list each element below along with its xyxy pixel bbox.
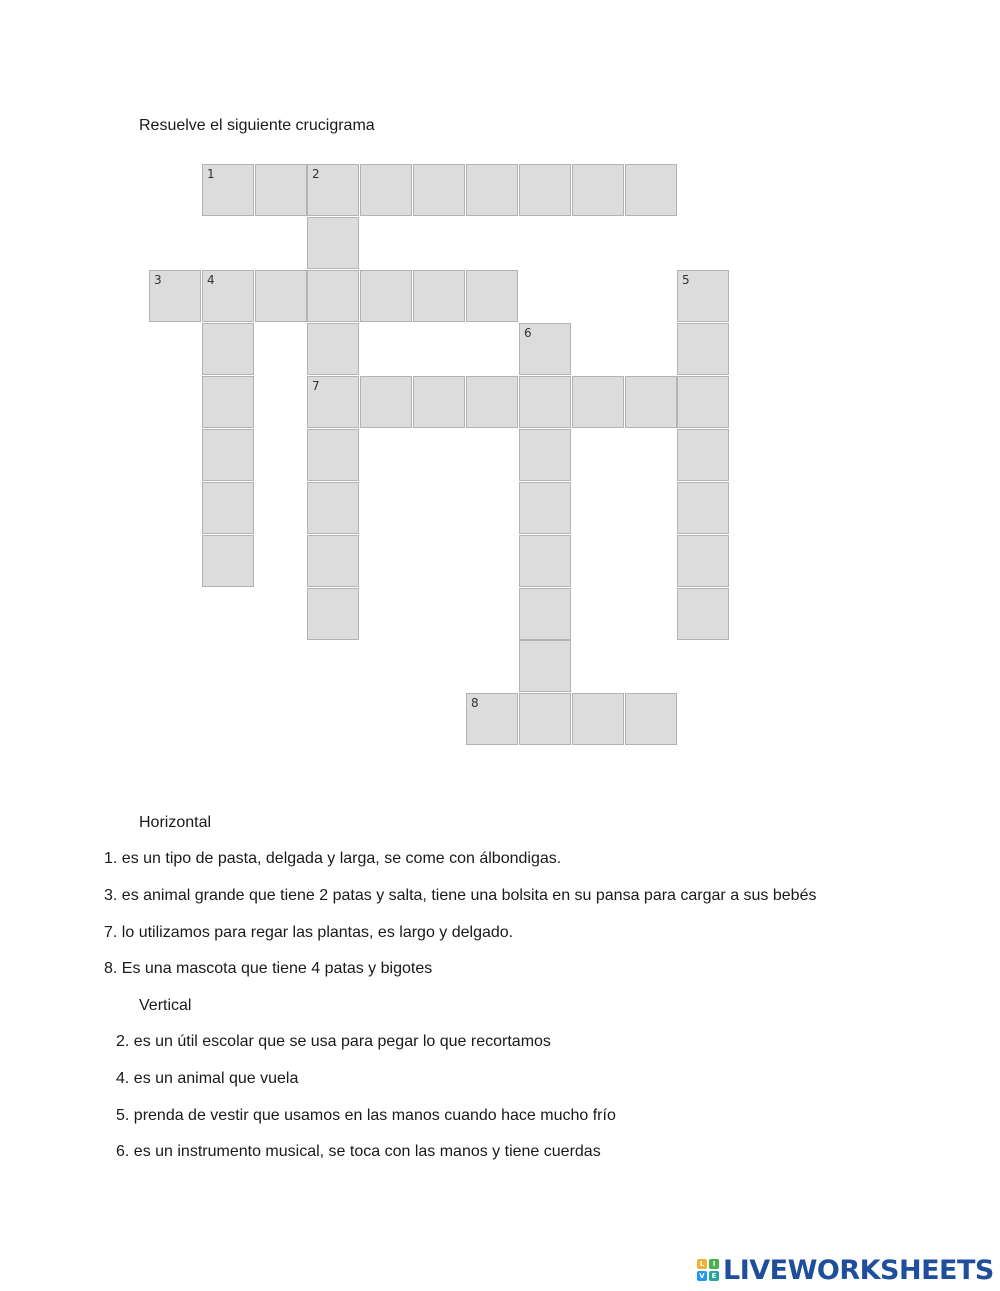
crossword-cell[interactable] — [202, 535, 254, 587]
crossword-cell[interactable] — [413, 270, 465, 322]
crossword-cell[interactable] — [307, 588, 359, 640]
crossword-cell[interactable] — [677, 482, 729, 534]
crossword-cell[interactable] — [519, 588, 571, 640]
crossword-cell[interactable] — [625, 693, 677, 745]
crossword-cell[interactable] — [149, 270, 201, 322]
crossword-cell[interactable] — [572, 164, 624, 216]
crossword-cell[interactable] — [625, 376, 677, 428]
crossword-cell[interactable] — [255, 164, 307, 216]
crossword-cell[interactable] — [519, 693, 571, 745]
logo-text: LIVEWORKSHEETS — [723, 1254, 994, 1286]
crossword-cell[interactable] — [360, 376, 412, 428]
clue-number: 1 — [207, 167, 215, 181]
crossword-cell[interactable] — [202, 164, 254, 216]
crossword-cell[interactable] — [307, 376, 359, 428]
page-title: Resuelve el siguiente crucigrama — [139, 117, 375, 134]
crossword-cell[interactable] — [519, 429, 571, 481]
crossword-cell[interactable] — [466, 270, 518, 322]
crossword-cell[interactable] — [519, 323, 571, 375]
logo-letter: I — [709, 1259, 719, 1269]
horizontal-clue-8: 8. Es una mascota que tiene 4 patas y bigotes — [104, 960, 433, 977]
clue-number: 6 — [524, 326, 532, 340]
horizontal-clue-7: 7. lo utilizamos para regar las plantas, es largo y delgado. — [104, 924, 514, 941]
crossword-cell[interactable] — [519, 164, 571, 216]
crossword-cell[interactable] — [307, 482, 359, 534]
crossword-cell[interactable] — [677, 270, 729, 322]
clue-number: 4 — [207, 273, 215, 287]
crossword-cell[interactable] — [677, 535, 729, 587]
crossword-cell[interactable] — [202, 376, 254, 428]
crossword-cell[interactable] — [519, 376, 571, 428]
horizontal-clue-3: 3. es animal grande que tiene 2 patas y salta, tiene una bolsita en su pansa para cargar a sus bebés — [104, 887, 817, 904]
crossword-cell[interactable] — [255, 270, 307, 322]
clue-number: 5 — [682, 273, 690, 287]
crossword-cell[interactable] — [413, 164, 465, 216]
crossword-cell[interactable] — [307, 429, 359, 481]
crossword-cell[interactable] — [572, 376, 624, 428]
crossword-cell[interactable] — [677, 376, 729, 428]
logo-letter: E — [709, 1271, 719, 1281]
logo-mark-icon — [697, 1259, 719, 1281]
crossword-cell[interactable] — [307, 270, 359, 322]
logo-letter: L — [697, 1259, 707, 1269]
crossword-cell[interactable] — [519, 640, 571, 692]
clue-number: 8 — [471, 696, 479, 710]
crossword-cell[interactable] — [572, 693, 624, 745]
crossword-cell[interactable] — [519, 482, 571, 534]
crossword-cell[interactable] — [307, 217, 359, 269]
crossword-cell[interactable] — [202, 429, 254, 481]
clue-number: 3 — [154, 273, 162, 287]
crossword-cell[interactable] — [202, 323, 254, 375]
liveworksheets-logo — [697, 1253, 994, 1287]
crossword-cell[interactable] — [413, 376, 465, 428]
crossword-cell[interactable] — [202, 482, 254, 534]
crossword-cell[interactable] — [677, 429, 729, 481]
crossword-cell[interactable] — [466, 164, 518, 216]
crossword-cell[interactable] — [625, 164, 677, 216]
crossword-cell[interactable] — [360, 164, 412, 216]
crossword-cell[interactable] — [202, 270, 254, 322]
crossword-cell[interactable] — [677, 323, 729, 375]
crossword-cell[interactable] — [677, 588, 729, 640]
vertical-clue-4: 4. es un animal que vuela — [116, 1070, 299, 1087]
crossword-cell[interactable] — [466, 693, 518, 745]
crossword-cell[interactable] — [307, 535, 359, 587]
crossword-cell[interactable] — [466, 376, 518, 428]
vertical-clue-6: 6. es un instrumento musical, se toca con las manos y tiene cuerdas — [116, 1143, 601, 1160]
clue-number: 2 — [312, 167, 320, 181]
vertical-heading: Vertical — [139, 997, 192, 1014]
crossword-cell[interactable] — [519, 535, 571, 587]
crossword-cell[interactable] — [307, 323, 359, 375]
crossword-cell[interactable] — [307, 164, 359, 216]
logo-letter: V — [697, 1271, 707, 1281]
vertical-clue-2: 2. es un útil escolar que se usa para pegar lo que recortamos — [116, 1033, 551, 1050]
crossword-cell[interactable] — [360, 270, 412, 322]
horizontal-clue-1: 1. es un tipo de pasta, delgada y larga, se come con álbondigas. — [104, 850, 562, 867]
clue-number: 7 — [312, 379, 320, 393]
horizontal-heading: Horizontal — [139, 814, 212, 831]
vertical-clue-5: 5. prenda de vestir que usamos en las manos cuando hace mucho frío — [116, 1107, 616, 1124]
